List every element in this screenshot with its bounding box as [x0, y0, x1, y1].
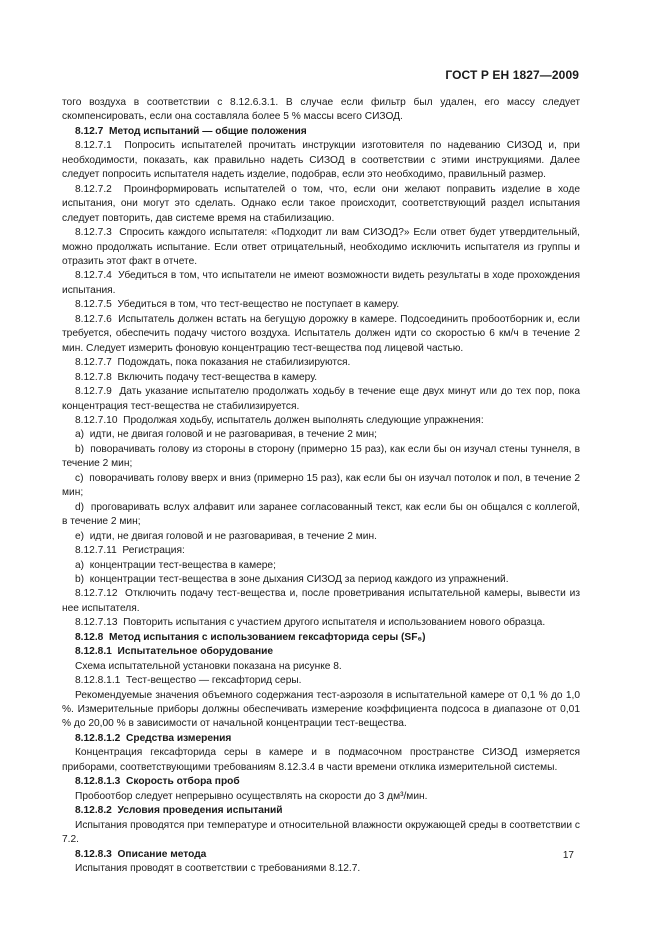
paragraph: 8.12.7.11 Регистрация: [75, 545, 185, 557]
list-item: e) идти, не двигая головой и не разговаривая, в течение 2 мин. [75, 530, 377, 542]
list-item: d) проговаривать вслух алфавит или заранее согласованный текст, как если бы он общался с коллегой, в течение 2 мин; [62, 501, 580, 528]
paragraph: 8.12.7.1 Попросить испытателей прочитать инструкции изготовителя по надеванию СИЗОД и, при необходимости, показать, как правильно надеть СИЗОД в соответствии с этими инструкциями. Далее следует попросить испытателя надеть изделие, подобрав, если это необходимо, правильный размер. [62, 140, 580, 181]
section-heading: 8.12.8.1.2 Средства измерения [75, 732, 232, 744]
paragraph: 8.12.7.2 Проинформировать испытателей о том, что, если они желают поправить изделие в ходе испытания, они могут это сделать. Однако если такое происходит, соответствующий раздел испытания следует повторить, дав системе время на стабилизацию. [62, 183, 580, 224]
paragraph: Испытания проводятся при температуре и относительной влажности окружающей среды в соответствии с 7.2. [62, 819, 580, 846]
paragraph: 8.12.7.4 Убедиться в том, что испытатели не имеют возможности видеть результаты в ходе прохождения испытания. [62, 270, 580, 296]
paragraph: Испытания проводят в соответствии с требованиями 8.12.7. [75, 863, 361, 875]
doc-code: ГОСТ Р ЕН 1827—2009 [445, 68, 579, 82]
paragraph: того воздуха в соответствии с 8.12.6.3.1. В случае если фильтр был удален, его массу следует скомпенсировать, если она составляла более 5 % массы всего СИЗОД. [62, 97, 580, 123]
page-number: 17 [562, 850, 574, 861]
body-text [62, 96, 580, 876]
paragraph: 8.12.7.7 Подождать, пока показания не стабилизируются. [75, 357, 351, 369]
paragraph: Рекомендуемые значения объемного содержания тест-аэрозоля в испытательной камере от 0,1 % до 1,0 %. Измерительные приборы должны обеспечивать измерение коэффициента подсоса в диапазоне от 0,01 % до 20,00 % в зависимости от начальной концентрации тест-вещества. [62, 689, 580, 730]
paragraph: 8.12.7.9 Дать указание испытателю продолжать ходьбу в течение еще двух минут или до тех пор, пока концентрация тест-вещества не стабилизируется. [62, 386, 580, 412]
paragraph: 8.12.8.1.1 Тест-вещество — гексафторид серы. [75, 675, 302, 687]
paragraph: 8.12.7.8 Включить подачу тест-вещества в камеру. [75, 371, 318, 383]
paragraph: 8.12.7.3 Спросить каждого испытателя: «Подходит ли вам СИЗОД?» Если ответ будет утвердительный, можно продолжать испытание. Если ответ отрицательный, необходимо исключить испытателя из группы и отразить этот факт в отчете. [62, 227, 580, 267]
paragraph: Пробоотбор следует непрерывно осуществлять на скорости до 3 дм³/мин. [75, 790, 428, 802]
paragraph: Концентрация гексафторида серы в камере и в подмасочном пространстве СИЗОД измеряется приборами, соответствующими требованиям 8.12.3.4 в части времени отклика измерительной системы. [62, 747, 580, 773]
paragraph: 8.12.7.12 Отключить подачу тест-вещества и, после проветривания испытательной камеры, вывести из нее испытателя. [62, 588, 580, 614]
paragraph: 8.12.7.6 Испытатель должен встать на бегущую дорожку в камере. Подсоединить пробоотборник и, если требуется, обеспечить подачу чистого воздуха. Испытатель должен идти со скоростью 6 км/ч в течение 2 мин. Следует измерить фоновую концентрацию тест-вещества под лицевой частью. [62, 313, 580, 354]
list-item: a) концентрации тест-вещества в камере; [75, 559, 276, 571]
section-heading: 8.12.8.2 Условия проведения испытаний [75, 805, 283, 817]
list-item: b) поворачивать голову из стороны в сторону (примерно 15 раз), как если бы он изучал стены туннеля, в течение 2 мин; [62, 443, 580, 470]
section-heading: 8.12.7 Метод испытаний — общие положения [75, 125, 307, 137]
paragraph: 8.12.7.13 Повторить испытания с участием другого испытателя и использованием нового образца. [75, 617, 546, 629]
section-heading: 8.12.8.1.3 Скорость отбора проб [75, 776, 240, 788]
section-heading: 8.12.8.1 Испытательное оборудование [75, 646, 274, 658]
paragraph: 8.12.7.10 Продолжая ходьбу, испытатель должен выполнять следующие упражнения: [75, 414, 484, 426]
list-item: c) поворачивать голову вверх и вниз (примерно 15 раз), как если бы он изучал потолок и пол, в течение 2 мин; [62, 472, 580, 499]
list-item: b) концентрации тест-вещества в зоне дыхания СИЗОД за период каждого из упражнений. [75, 573, 509, 585]
section-heading: 8.12.8.3 Описание метода [75, 848, 207, 860]
list-item: a) идти, не двигая головой и не разговаривая, в течение 2 мин; [75, 429, 377, 441]
paragraph: Схема испытательной установки показана на рисунке 8. [75, 660, 342, 672]
paragraph: 8.12.7.5 Убедиться в том, что тест-вещество не поступает в камеру. [75, 299, 400, 311]
section-heading: 8.12.8 Метод испытания с использованием гексафторида серы (SF₆) [75, 631, 426, 643]
